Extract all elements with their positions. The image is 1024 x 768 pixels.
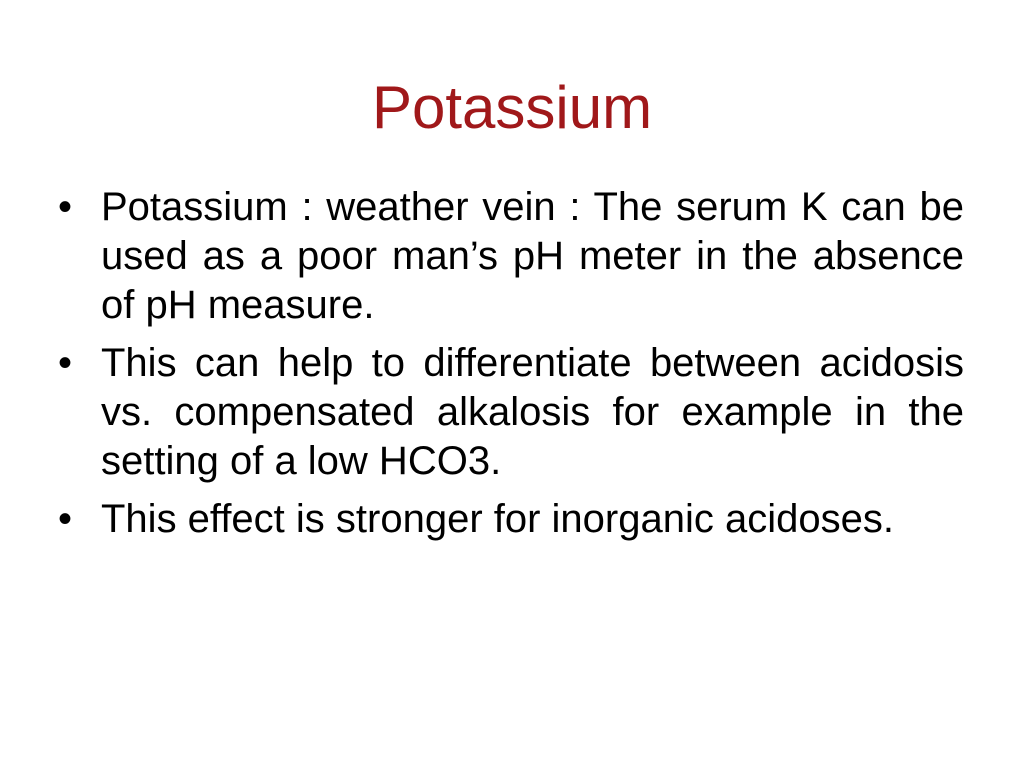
bullet-text: This can help to differentiate between acidosis vs. compensated alkalosis for example in the setting of a low HCO3. xyxy=(101,341,964,483)
bullet-list xyxy=(52,183,964,553)
slide-title: Potassium xyxy=(371,74,653,141)
bullet-item xyxy=(52,339,964,486)
bullet-dot-icon: • xyxy=(58,341,73,385)
bullet-item xyxy=(52,495,964,544)
bullet-text: Potassium : weather vein : The serum K can be used as a poor man’s pH meter in the absence of pH measure. xyxy=(101,185,964,327)
bullet-dot-icon: • xyxy=(58,497,73,541)
bullet-text: This effect is stronger for inorganic acidoses. xyxy=(101,497,894,541)
bullet-item xyxy=(52,183,964,330)
bullet-dot-icon: • xyxy=(58,185,73,229)
